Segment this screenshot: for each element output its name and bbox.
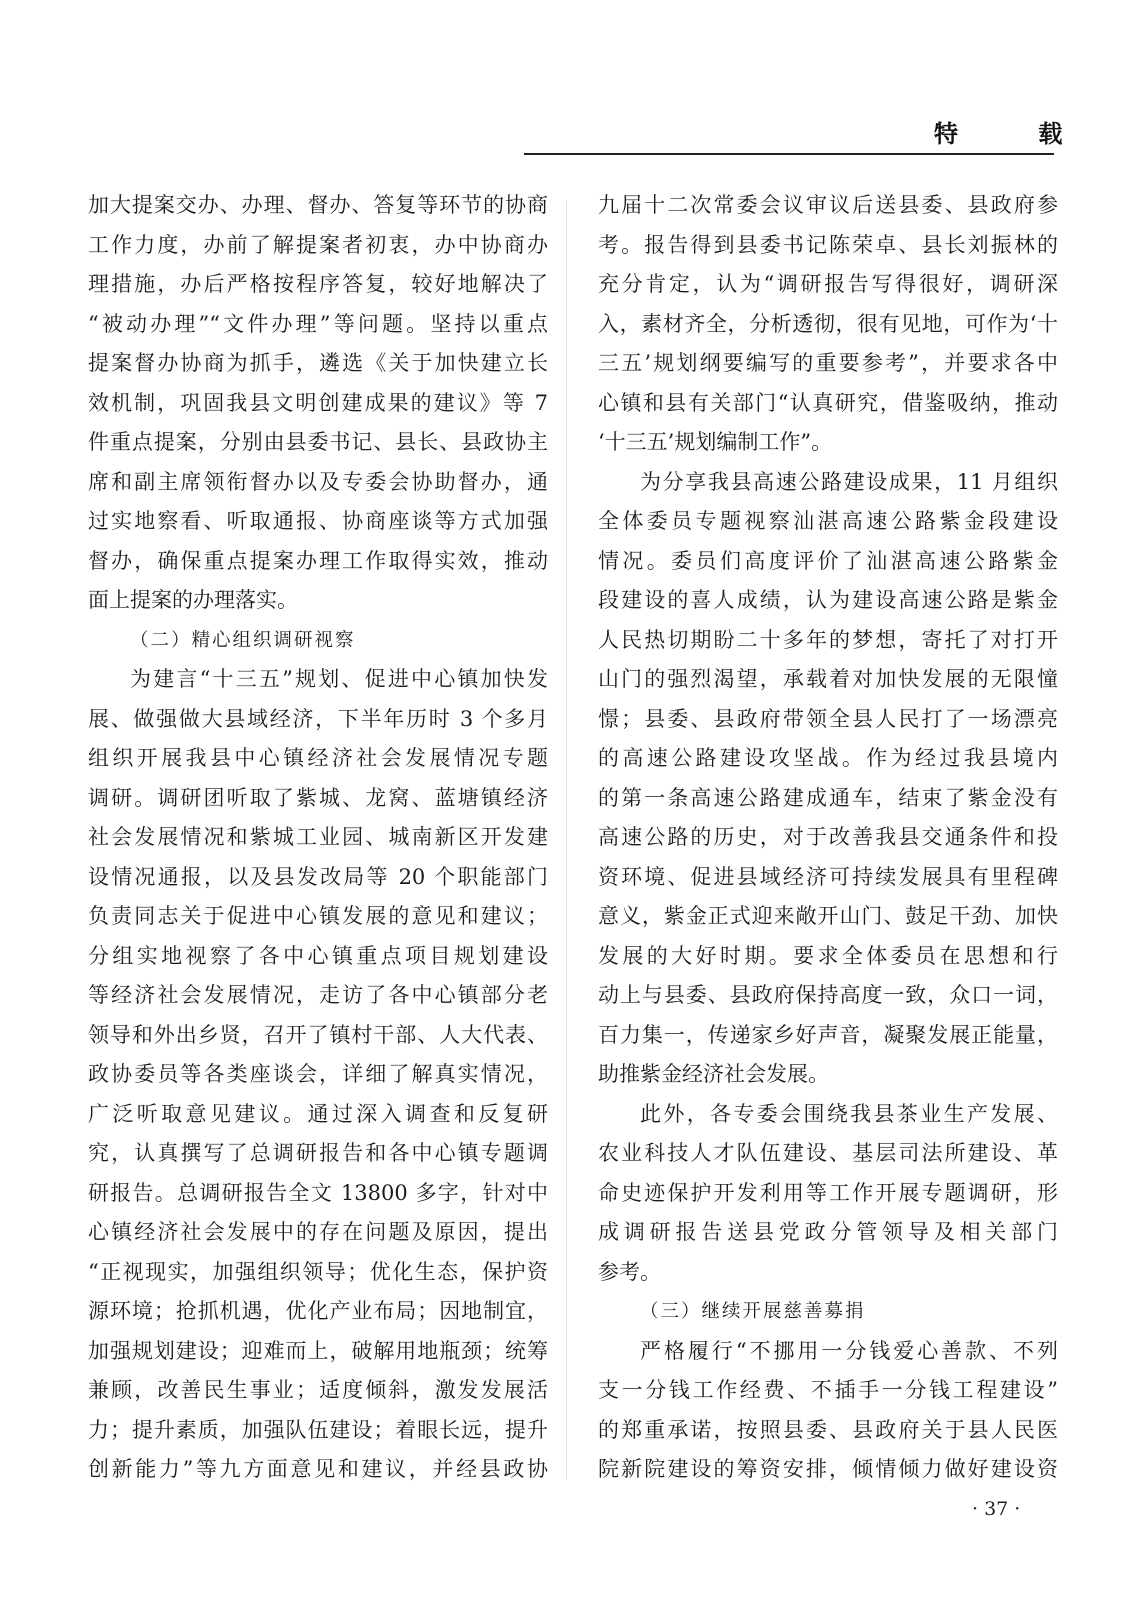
left-column-text-line: 分组实地视察了各中心镇重点项目规划建设	[88, 943, 548, 968]
left-column-text-line: 负责同志关于促进中心镇发展的意见和建议；	[88, 904, 548, 928]
right-column-text-line: 百力集一，传递家乡好声音，凝聚发展正能量，	[598, 1022, 1058, 1047]
right-column-text-line: 发展的大好时期。要求全体委员在思想和行	[598, 943, 1058, 968]
left-column-text-line: 等经济社会发展情况，走访了各中心镇部分老	[88, 983, 548, 1007]
left-column-text-line: 广泛听取意见建议。通过深入调查和反复研	[88, 1101, 548, 1126]
left-column-text-line: 工作力度，办前了解提案者初衷，办中协商办	[88, 232, 548, 257]
left-column-text-line: 调研。调研团听取了紫城、龙窝、蓝塘镇经济	[88, 785, 548, 810]
page-number: · 37 ·	[972, 1498, 1021, 1520]
right-column-subheading: （三）继续开展慈善募捐	[640, 1301, 866, 1322]
left-column-text-line: 研报告。总调研报告全文 13800 多字，针对中	[88, 1180, 548, 1205]
left-column-text-line: 效机制，巩固我县文明创建成果的建议》等 7	[88, 390, 548, 415]
left-column-text-line: 领导和外出乡贤，召开了镇村干部、人大代表、	[88, 1022, 548, 1047]
left-column-text-line: 心镇经济社会发展中的存在问题及原因，提出	[88, 1220, 548, 1244]
left-column-text-line: 设情况通报，以及县发改局等 20 个职能部门	[88, 864, 548, 889]
right-column-text-line: 九届十二次常委会议审议后送县委、县政府参	[598, 193, 1058, 217]
left-column-text-line: 社会发展情况和紫城工业园、城南新区开发建	[88, 825, 548, 849]
left-column-text-line: 加强规划建设；迎难而上，破解用地瓶颈；统筹	[88, 1338, 548, 1363]
right-column-text-line: 为分享我县高速公路建设成果，11 月组织	[640, 469, 1058, 494]
column-divider	[566, 200, 567, 1480]
right-column-text-line: 的第一条高速公路建成通车，结束了紫金没有	[598, 785, 1058, 810]
left-column-text-line: 创新能力”等九方面意见和建议，并经县政协	[88, 1457, 548, 1481]
right-column-text-line: 人民热切期盼二十多年的梦想，寄托了对打开	[598, 627, 1058, 652]
right-column-text-line: 段建设的喜人成绩，认为建设高速公路是紫金	[598, 588, 1058, 612]
left-column-text-line: 究，认真撰写了总调研报告和各中心镇专题调	[88, 1141, 548, 1165]
right-column-text-line: 资环境、促进县域经济可持续发展具有里程碑	[598, 864, 1058, 889]
right-column	[598, 186, 1058, 1490]
left-column-text-line: 政协委员等各类座谈会，详细了解真实情况，	[88, 1062, 548, 1086]
left-column-text-line: 面上提案的办理落实。	[88, 588, 298, 612]
left-column-text-line: 力；提升素质，加强队伍建设；着眼长远，提升	[88, 1417, 548, 1442]
right-column-text-line: 支一分钱工作经费、不插手一分钱工程建设”	[598, 1378, 1058, 1402]
right-column-text-line: 考。报告得到县委书记陈荣卓、县长刘振林的	[598, 232, 1058, 257]
right-column-text-line: 助推紫金经济社会发展。	[598, 1062, 829, 1086]
left-column-text-line: “被动办理”“文件办理”等问题。坚持以重点	[88, 311, 548, 336]
left-column-text-line: 过实地察看、听取通报、协商座谈等方式加强	[88, 509, 548, 533]
left-column-subheading: （二）精心组织调研视察	[130, 629, 356, 651]
right-column-text-line: 院新院建设的筹资安排，倾情倾力做好建设资	[598, 1457, 1058, 1481]
right-column-text-line: 成调研报告送县党政分管领导及相关部门	[598, 1220, 1058, 1244]
right-column-text-line: 的郑重承诺，按照县委、县政府关于县人民医	[598, 1417, 1058, 1442]
right-column-text-line: 高速公路的历史，对于改善我县交通条件和投	[598, 825, 1058, 849]
right-column-text-line: 农业科技人才队伍建设、基层司法所建设、革	[598, 1141, 1058, 1165]
left-column-text-line: 兼顾，改善民生事业；适度倾斜，激发发展活	[88, 1378, 548, 1402]
left-column-text-line: 件重点提案，分别由县委书记、县长、县政协主	[88, 430, 548, 454]
right-column-text-line: 严格履行“不挪用一分钱爱心善款、不列	[640, 1338, 1058, 1363]
right-column-text-line: 情况。委员们高度评价了汕湛高速公路紫金	[598, 548, 1058, 573]
left-column-text-line: 席和副主席领衔督办以及专委会协助督办，通	[88, 469, 548, 494]
right-column-text-line: 参考。	[598, 1259, 661, 1284]
right-column-text-line: 心镇和县有关部门“认真研究，借鉴吸纳，推动	[598, 390, 1058, 415]
section-title: 特 载	[934, 120, 1099, 148]
left-column-text-line: 加大提案交办、办理、督办、答复等环节的协商	[88, 193, 548, 217]
right-column-text-line: 意义，紫金正式迎来敞开山门、鼓足干劲、加快	[598, 904, 1058, 928]
left-column	[88, 186, 548, 1490]
header-rule	[524, 153, 1054, 155]
right-column-text-line: 命史迹保护开发利用等工作开展专题调研，形	[598, 1180, 1058, 1205]
left-column-text-line: 督办，确保重点提案办理工作取得实效，推动	[88, 548, 548, 573]
right-column-text-line: 入，素材齐全，分析透彻，很有见地，可作为‘十	[598, 311, 1058, 336]
right-column-text-line: 山门的强烈渴望，承载着对加快发展的无限憧	[598, 667, 1058, 691]
right-column-text-line: 动上与县委、县政府保持高度一致，众口一词，	[598, 983, 1058, 1007]
right-column-text-line: 憬；县委、县政府带领全县人民打了一场漂亮	[598, 706, 1058, 731]
left-column-text-line: 展、做强做大县域经济，下半年历时 3 个多月	[88, 706, 548, 731]
left-column-text-line: 组织开展我县中心镇经济社会发展情况专题	[88, 746, 548, 770]
right-column-text-line: 的高速公路建设攻坚战。作为经过我县境内	[598, 746, 1058, 770]
left-column-text-line: 源环境；抢抓机遇，优化产业布局；因地制宜，	[88, 1299, 548, 1323]
right-column-text-line: ‘十三五’规划编制工作”。	[598, 430, 833, 454]
left-column-text-line: 理措施，办后严格按程序答复，较好地解决了	[88, 272, 548, 296]
right-column-text-line: 充分肯定，认为“调研报告写得很好，调研深	[598, 272, 1058, 296]
right-column-text-line: 此外，各专委会围绕我县茶业生产发展、	[640, 1101, 1058, 1126]
right-column-text-line: 全体委员专题视察汕湛高速公路紫金段建设	[598, 509, 1058, 533]
left-column-text-line: 为建言“十三五”规划、促进中心镇加快发	[130, 667, 548, 691]
right-column-text-line: 三五’规划纲要编写的重要参考”，并要求各中	[598, 351, 1058, 375]
left-column-text-line: “正视现实，加强组织领导；优化生态，保护资	[88, 1259, 548, 1284]
left-column-text-line: 提案督办协商为抓手，遴选《关于加快建立长	[88, 351, 548, 375]
